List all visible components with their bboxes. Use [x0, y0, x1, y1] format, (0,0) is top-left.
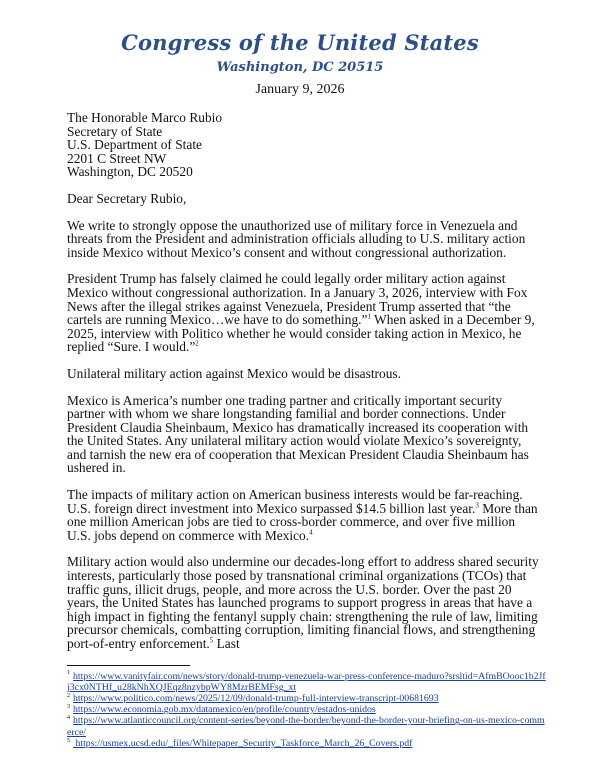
footnote-4 [67, 715, 547, 737]
paragraph-2-text-b: When asked in a December 9, 2025, interview with Politico whether he would consider taking action in Mexico, he replied “Sure. I would.” [67, 312, 535, 355]
paragraph-6-text-a: Military action would also undermine our decades-long effort to address shared security interests, particularly those posed by transnational criminal organizations (TCOs) that traffic guns, illicit drugs, people, and more across the U.S. border. Over the past 20 years, the United States has launched programs to support progress in areas that have a high impact in fighting the fentanyl supply chain: strengthening the rule of law, limiting precursor chemicals, combatting corruption, limiting financial flows, and strengthening port-of-entry enforcement. [67, 554, 539, 651]
recipient-line: Secretary of State [67, 123, 163, 139]
footnote-divider [67, 665, 190, 666]
paragraph-5-text-a: The impacts of military action on American business interests would be far-reaching. U.S. foreign direct investment into Mexico surpassed $14.5 billion last year. [67, 487, 523, 516]
footnotes [67, 671, 547, 749]
footnote-number: 1 [67, 670, 70, 677]
letterhead [0, 30, 600, 99]
footnote-ref-2[interactable]: 2 [195, 339, 199, 348]
footnote-ref-1[interactable]: 1 [367, 312, 371, 321]
letterhead-city: Washington, DC 20515 [216, 60, 384, 75]
paragraph-3: Unilateral military action against Mexico would be disastrous. [67, 365, 401, 381]
paragraph-2-text-a: President Trump has falsely claimed he could legally order military action against Mexico without congressional authorization. In a January 3, 2026, interview with Fox News after the illegal strikes against Venezuela, President Trump asserted that “the cartels are running Mexico…we have to do something.” [67, 271, 528, 328]
footnote-link-2[interactable]: https://www.politico.com/news/2025/12/09/donald-trump-full-interview-transcript-00681693 [73, 693, 439, 704]
footnote-ref-5[interactable]: 5 [209, 636, 214, 645]
recipient-line: The Honorable Marco Rubio [67, 110, 223, 125]
footnote-link-5[interactable]: https://usmex.ucsd.edu/_files/Whitepaper_Security_Taskforce_March_26_Covers.pdf [73, 737, 413, 749]
footnote-link-4[interactable]: https://www.atlanticcouncil.org/content-series/beyond-the-border/beyond-the-border-your-briefing-on-us-mexico-commerce/ [67, 715, 545, 738]
salutation: Dear Secretary Rubio, [67, 190, 187, 206]
recipient-line: 2201 C Street NW [67, 150, 167, 166]
footnote-number: 4 [67, 715, 70, 722]
footnote-number: 2 [67, 692, 70, 699]
footnote-link-1[interactable]: https://www.vanityfair.com/news/story/donald-trump-venezuela-war-press-conference-maduro?srsltid=AfmBOooc1b2Jfj3cx0NTHf_u28kNhXQJEqz8nzybpWY8MzrBEMFsg_xt [67, 670, 546, 693]
footnote-number: 5 [67, 737, 70, 744]
paragraph-5-text-b: More than one million American jobs are tied to cross-border commerce, and over five million U.S. jobs depend on commerce with Mexico. [67, 500, 538, 543]
paragraph-6-text-b: Last [213, 636, 240, 651]
recipient-address [67, 111, 539, 179]
footnote-2 [67, 693, 547, 704]
recipient-line: Washington, DC 20520 [67, 164, 193, 180]
paragraph-1: We write to strongly oppose the unauthorized use of military force in Venezuela and threats from the President and administration officials alluding to U.S. military action inside Mexico without Mexico’s consent and without congressional authorization. [67, 217, 526, 260]
letter-date: January 9, 2026 [255, 82, 345, 97]
footnote-ref-3[interactable]: 3 [475, 501, 479, 510]
footnote-ref-4[interactable]: 4 [309, 528, 313, 537]
paragraph-2 [67, 272, 539, 354]
footnote-link-3[interactable]: https://www.economia.gob.mx/datamexico/en/profile/country/estados-unidos [73, 704, 376, 716]
footnote-1 [67, 671, 547, 693]
letterhead-title: Congress of the United States [121, 30, 479, 55]
letter-body [67, 111, 539, 651]
footnote-5 [67, 738, 547, 749]
recipient-line: U.S. Department of State [67, 137, 202, 153]
paragraph-6 [67, 555, 539, 650]
paragraph-4: Mexico is America’s number one trading partner and critically important security partner with whom we share longstanding familial and border connections. Under President Claudia Sheinbaum, Mexico has dramatically increased its cooperation with the United States. Any unilateral military action would violate Mexico’s sovereignty, and tarnish the new era of cooperation that Mexican President Claudia Sheinbaum has ushered in. [67, 392, 529, 476]
footnote-number: 3 [67, 703, 70, 710]
footnote-3 [67, 704, 547, 715]
paragraph-5 [67, 488, 539, 542]
